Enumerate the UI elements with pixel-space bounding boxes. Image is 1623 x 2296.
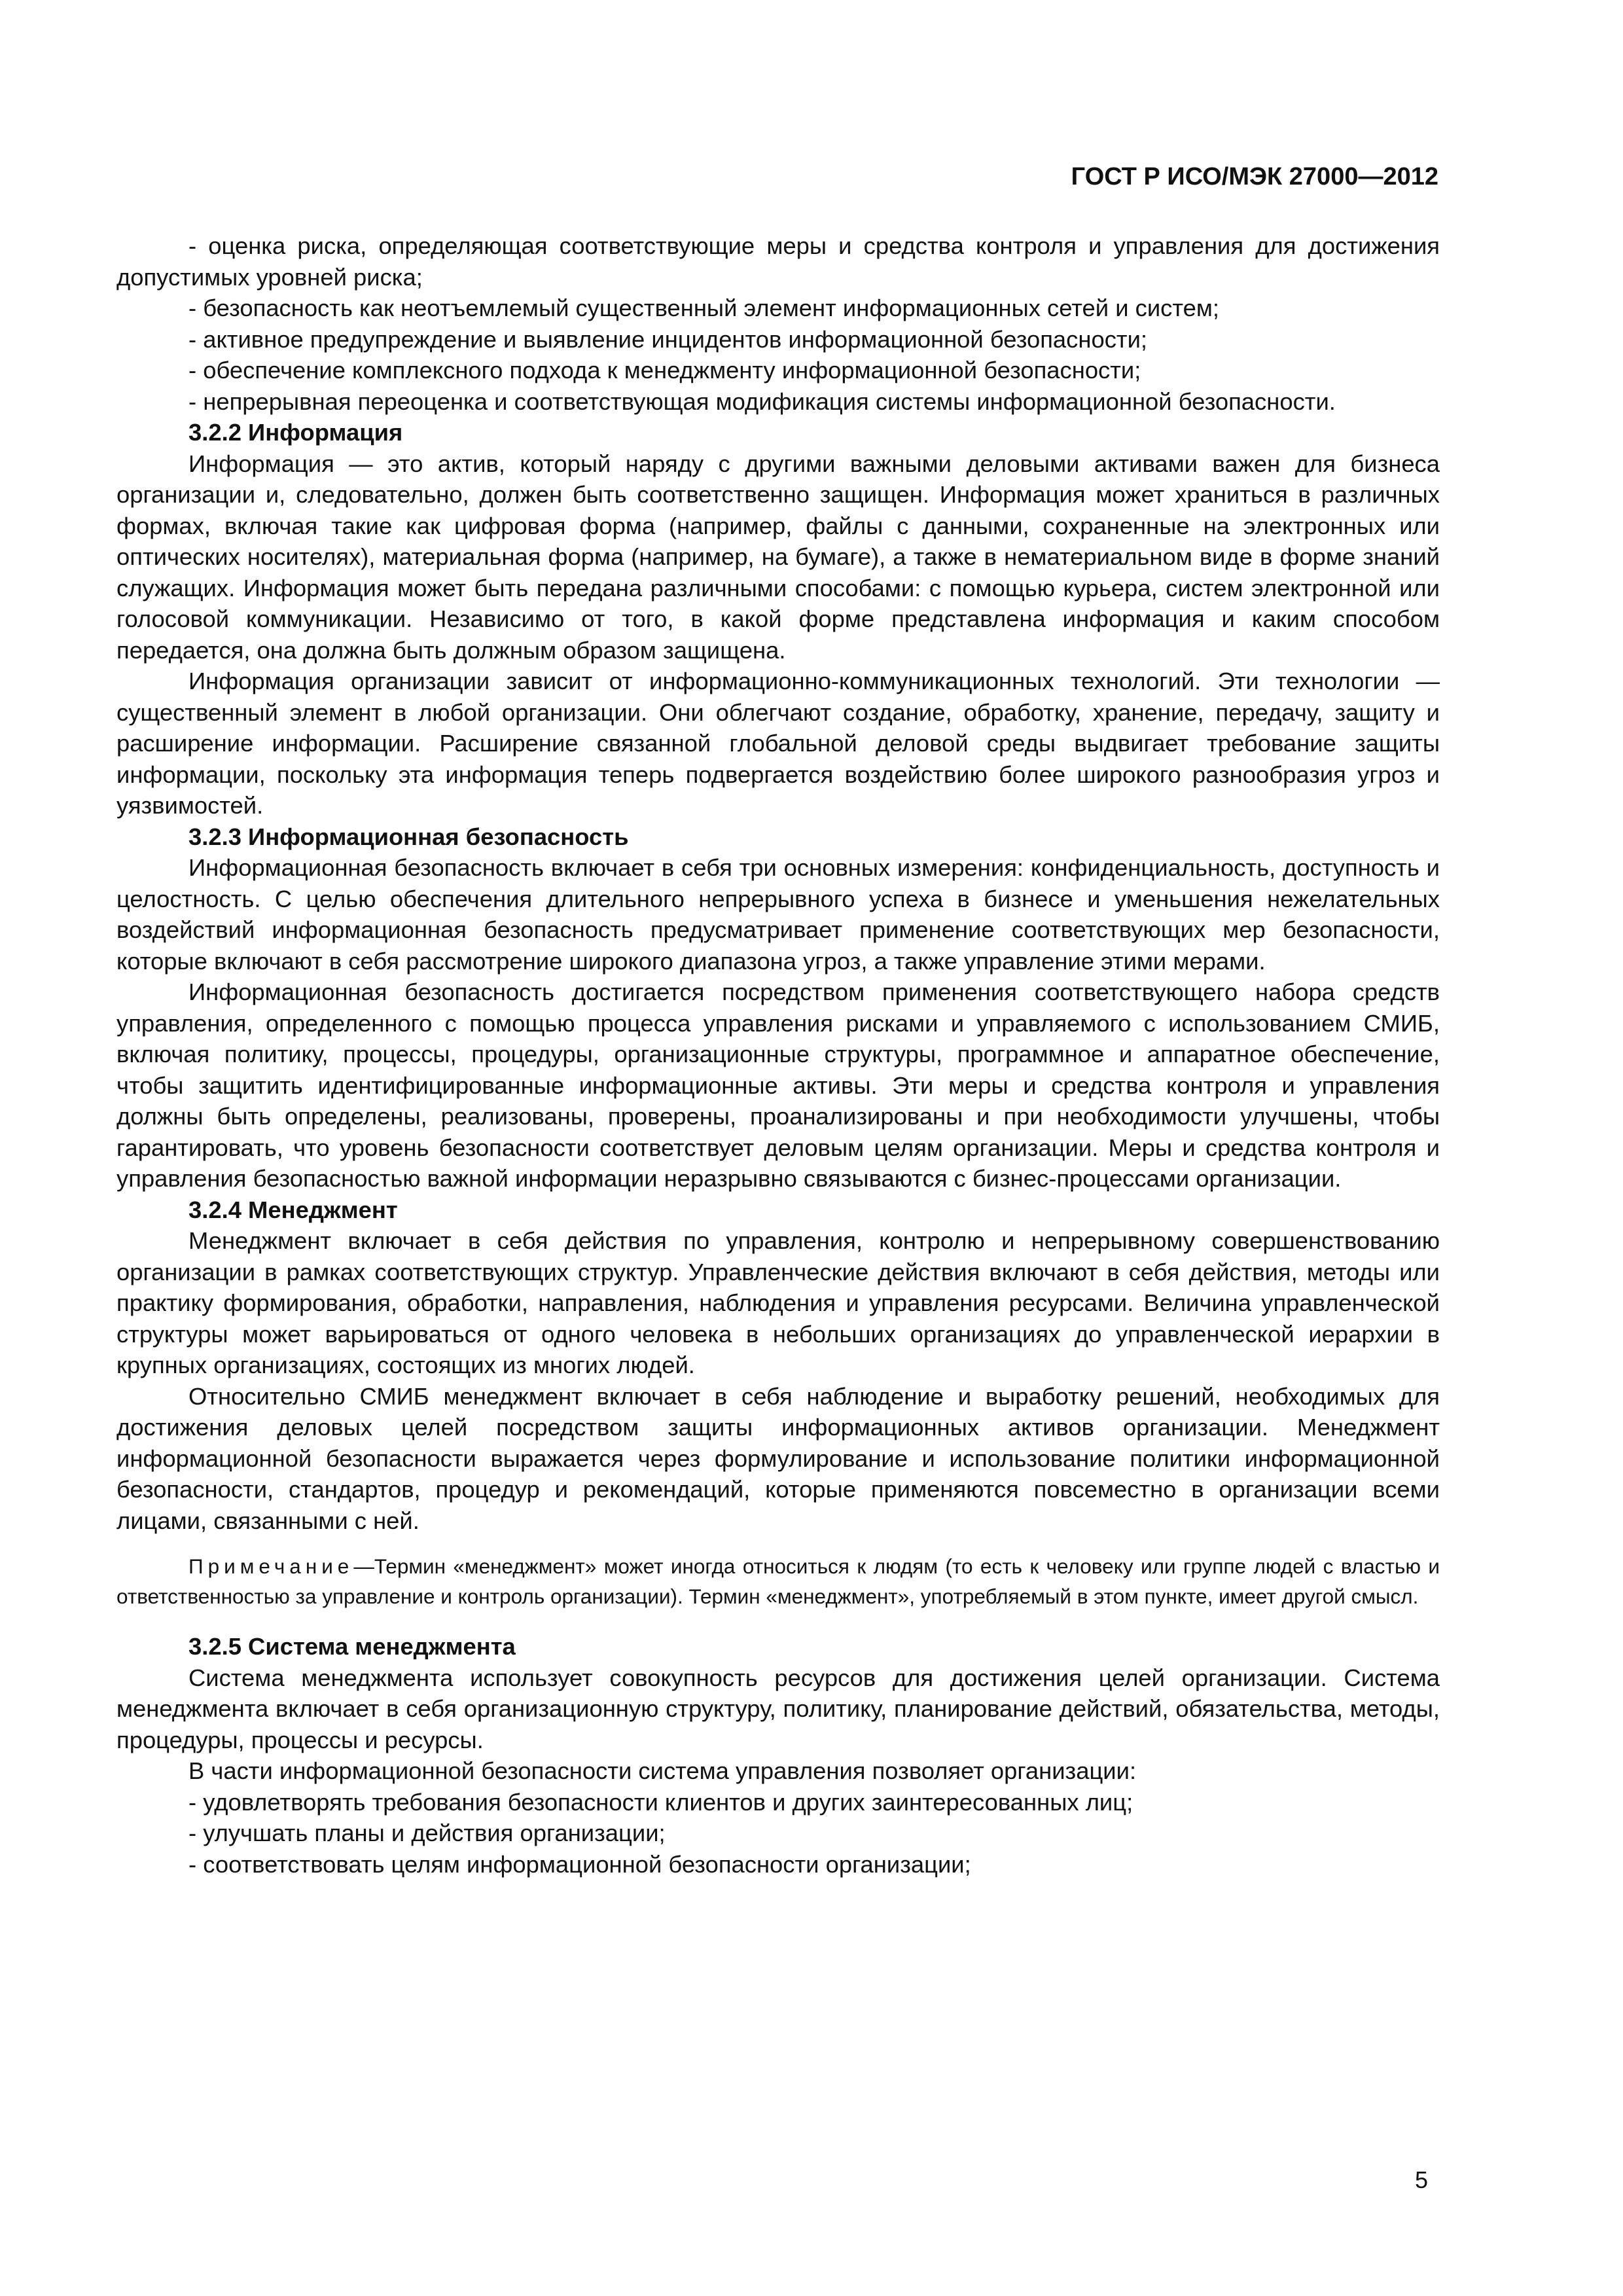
note-text: —Термин «менеджмент» может иногда относиться к людям (то есть к человеку или группе людей с властью и ответственностью за управление и контроль организации). Термин «менеджмент», употребляемый в этом пункте, имеет другой смысл. bbox=[116, 1554, 1440, 1608]
section-heading-3-2-2: 3.2.2 Информация bbox=[188, 419, 403, 446]
note-label: Примечание bbox=[188, 1554, 354, 1578]
list-item: - соответствовать целям информационной безопасности организации; bbox=[188, 1850, 971, 1878]
list-item: - улучшать планы и действия организации; bbox=[188, 1820, 666, 1846]
note bbox=[116, 1552, 1440, 1611]
page-number: 5 bbox=[1415, 2166, 1429, 2193]
paragraph: Информация — это актив, который наряду с другими важными деловыми активами важен для бизнеса организации и, следовательно, должен быть соответственно защищен. Информация может храниться в различных формах, включая такие как цифровая форма (например, файлы с данными, сохраненные на электронных или оптических носителях), материальная форма (например, на бумаге), а также в нематериальном виде в форме знаний служащих. Информация может быть передана различными способами: с помощью курьера, систем электронной или голосовой коммуникации. Независимо от того, в какой форме представлена информация и каким способом передается, она должна быть должным образом защищена. bbox=[116, 450, 1440, 664]
section-heading-3-2-3: 3.2.3 Информационная безопасность bbox=[188, 823, 629, 850]
document-body bbox=[116, 230, 1440, 1880]
paragraph: В части информационной безопасности система управления позволяет организации: bbox=[188, 1757, 1137, 1784]
paragraph: Менеджмент включает в себя действия по управления, контролю и непрерывному совершенствованию организации в рамках соответствующих структур. Управленческие действия включают в себя действия, методы или практику формирования, обработки, направления, наблюдения и управления ресурсами. Величина управленческой структуры может варьироваться от одного человека в небольших организациях до управленческой иерархии в крупных организациях, состоящих из многих людей. bbox=[116, 1227, 1440, 1378]
paragraph: Информация организации зависит от информационно-коммуникационных технологий. Эти технологии — существенный элемент в любой организации. Они облегчают создание, обработку, хранение, передачу, защиту и расширение информации. Расширение связанной глобальной деловой среды выдвигает требование защиты информации, поскольку эта информация теперь подвергается воздействию более широкого разнообразия угроз и уязвимостей. bbox=[116, 668, 1440, 819]
paragraph: Система менеджмента использует совокупность ресурсов для достижения целей организации. Система менеджмента включает в себя организационную структуру, политику, планирование действий, обязательства, методы, процедуры, процессы и ресурсы. bbox=[116, 1664, 1440, 1753]
list-item: - безопасность как неотъемлемый существенный элемент информационных сетей и систем; bbox=[188, 295, 1219, 321]
paragraph: Относительно СМИБ менеджмент включает в себя наблюдение и выработку решений, необходимых для достижения деловых целей посредством защиты информационных активов организации. Менеджмент информационной безопасности выражается через формулирование и использование политики информационной безопасности, стандартов, процедур и рекомендаций, которые применяются повсеместно в организации всеми лицами, связанными с ней. bbox=[116, 1382, 1440, 1534]
document-code-header: ГОСТ Р ИСО/МЭК 27000—2012 bbox=[1071, 163, 1438, 190]
list-item: - непрерывная переоценка и соответствующая модификация системы информационной безопасности. bbox=[188, 387, 1336, 415]
paragraph: Информационная безопасность включает в себя три основных измерения: конфиденциальность, доступность и целостность. С целью обеспечения длительного непрерывного успеха в бизнесе и уменьшения нежелательных воздействий информационная безопасность предусматривает применение соответствующих мер безопасности, которые включают в себя рассмотрение широкого диапазона угроз, а также управление этими мерами. bbox=[116, 854, 1440, 975]
section-heading-3-2-4: 3.2.4 Менеджмент bbox=[188, 1196, 398, 1223]
paragraph: Информационная безопасность достигается посредством применения соответствующего набора средств управления, определенного с помощью процесса управления рисками и управляемого с использованием СМИБ, включая политику, процессы, процедуры, организационные структуры, программное и аппаратное обеспечение, чтобы защитить идентифицированные информационные активы. Эти меры и средства контроля и управления должны быть определены, реализованы, проверены, проанализированы и при необходимости улучшены, чтобы гарантировать, что уровень безопасности соответствует деловым целям организации. Меры и средства контроля и управления безопасностью важной информации неразрывно связываются с бизнес-процессами организации. bbox=[116, 978, 1440, 1192]
list-item: - обеспечение комплексного подхода к менеджменту информационной безопасности; bbox=[188, 357, 1141, 384]
section-heading-3-2-5: 3.2.5 Система менеджмента bbox=[188, 1633, 516, 1660]
list-item: - оценка риска, определяющая соответствующие меры и средства контроля и управления для достижения допустимых уровней риска; bbox=[116, 232, 1440, 291]
list-item: - активное предупреждение и выявление инцидентов информационной безопасности; bbox=[188, 325, 1148, 353]
list-item: - удовлетворять требования безопасности клиентов и других заинтересованных лиц; bbox=[188, 1788, 1133, 1816]
